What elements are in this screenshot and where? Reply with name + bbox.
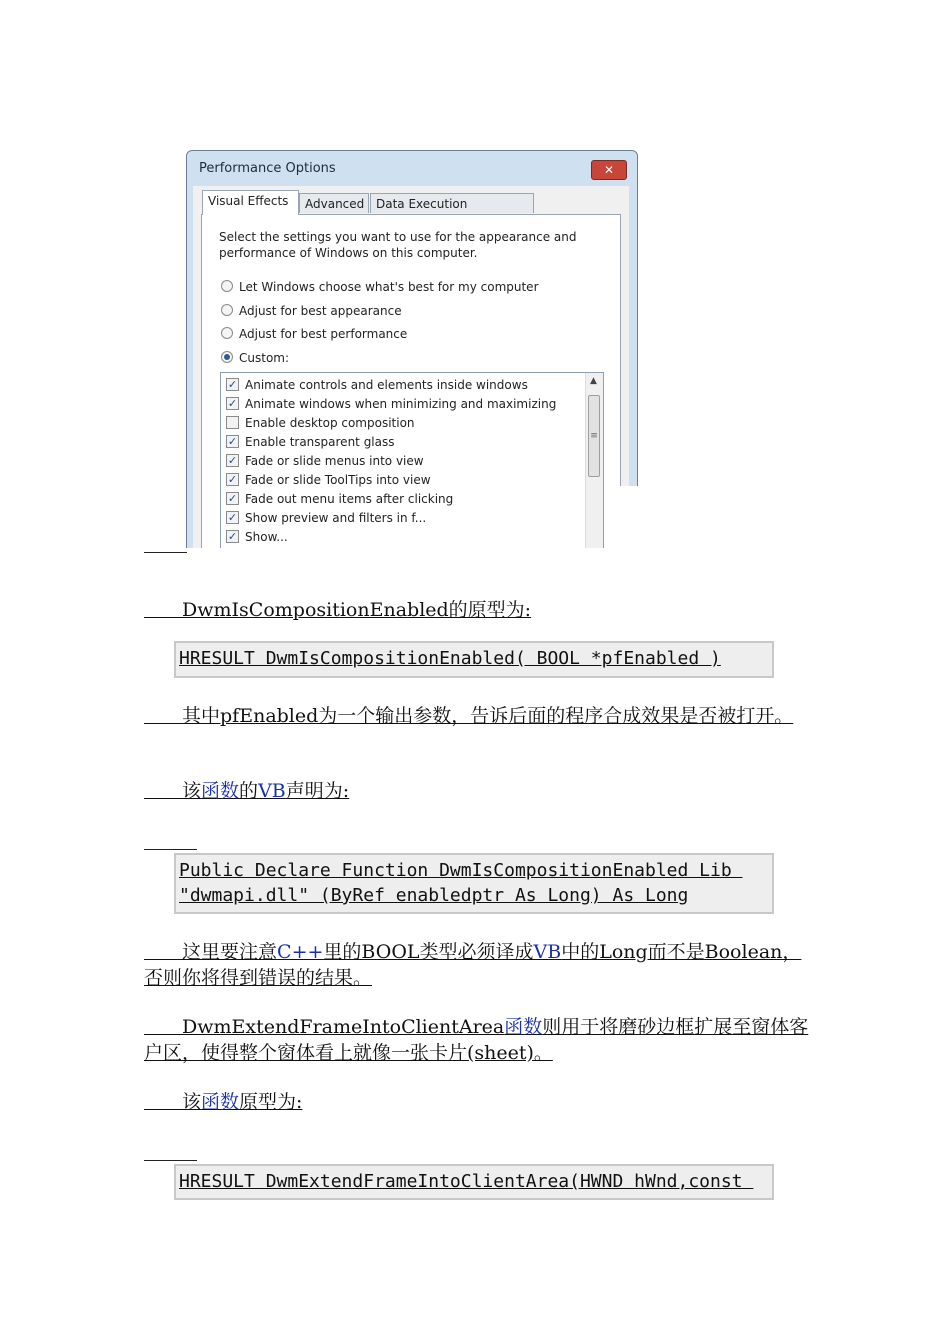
- underline-stub: [144, 849, 197, 850]
- text-p4c: 中的Long而不是Boolean，否则你将得到错误的结果。: [144, 941, 802, 989]
- link-cpp[interactable]: C++: [277, 941, 324, 963]
- tab-data-execution-prevention[interactable]: Data Execution: [370, 193, 534, 213]
- code-line: "dwmapi.dll" (ByRef enabledptr As Long) As Long: [179, 885, 689, 906]
- text-p5b: 则用于将磨砂边框扩展至窗体客户区，使得整个窗体看上就像一张卡片(sheet)。: [144, 1016, 809, 1064]
- checkbox-checked-icon: ✓: [227, 435, 238, 448]
- text-p3c: 声明为:: [285, 780, 350, 802]
- code-line: Public Declare Function DwmIsCompositionEnabled Lib: [179, 860, 743, 881]
- text-p6a: 该: [182, 1091, 202, 1113]
- checkbox-checked-icon: ✓: [227, 492, 238, 505]
- list-scrollbar[interactable]: [585, 373, 603, 548]
- link-vb[interactable]: VB: [533, 941, 562, 963]
- checkbox-checked-icon: ✓: [227, 530, 238, 543]
- paragraph-extend-frame: [144, 1014, 814, 1066]
- checkbox-checked-icon: ✓: [227, 454, 238, 467]
- paragraph-pfenabled: [144, 703, 814, 729]
- checkbox-checked-icon: ✓: [227, 473, 238, 486]
- paragraph-bool-note: [144, 939, 814, 991]
- dialog-title: Performance Options: [199, 161, 336, 176]
- code-block-3: [174, 1164, 774, 1200]
- checkbox-checked-icon: ✓: [227, 511, 238, 524]
- radio-icon: [221, 280, 233, 292]
- text-p4a: 这里要注意: [182, 941, 278, 963]
- tab-advanced[interactable]: Advanced: [299, 193, 369, 213]
- visual-effects-list[interactable]: ✓ Animate controls and elements inside windows ✓ Animate windows when minimizing and maximizing Enable desktop composition ✓ Enable transparent glass ✓ Fade or slide menus into view ✓ Fade or slide ToolTips into view ✓ Fade out menu items after clicking ✓ Show preview and filters in f... ✓ Show... ▲ ≡: [220, 372, 604, 548]
- code-block-2: [174, 853, 774, 914]
- link-function[interactable]: 函数: [201, 1091, 240, 1113]
- scroll-thumb[interactable]: ≡: [588, 395, 600, 477]
- underline-stub: [144, 1160, 197, 1161]
- link-function[interactable]: 函数: [504, 1016, 543, 1038]
- checkbox-checked-icon: ✓: [227, 378, 238, 391]
- checkbox-checked-icon: ✓: [227, 397, 238, 410]
- close-icon[interactable]: ✕: [591, 160, 627, 180]
- paragraph-prototype-intro: [144, 597, 814, 623]
- code-line: HRESULT DwmExtendFrameIntoClientArea(HWND hWnd,const: [179, 1171, 754, 1192]
- paragraph-vb-declare-intro: [144, 778, 814, 804]
- radio-selected-icon: [221, 351, 233, 363]
- text-p6b: 原型为:: [239, 1091, 303, 1113]
- tab-visual-effects[interactable]: Visual Effects: [202, 190, 299, 215]
- text-p4b: 里的BOOL类型必须译成: [323, 941, 534, 963]
- text-p3a: 该: [182, 780, 202, 802]
- performance-options-screenshot: Performance Options ✕ Visual Effects Advanced Data Execution Select the settings you want to use for the appearance and performance of Windows on this computer. Let Windows choose what's best for my computer Adjust for best appearance Adjust for best performance Custom: ✓ Animate controls and elements inside windows ✓ Animate windows when minimizing and maximizing Enable desktop composition ✓ Enable transparent glass ✓ Fade or slide menus into view ✓ Fade or slide ToolTips into view ✓ Fade out menu items after clicking ✓ Show preview and filters in f... ✓ Show... ▲ ≡: [186, 150, 638, 548]
- radio-icon: [221, 304, 233, 316]
- scroll-up-icon[interactable]: ▲: [590, 376, 597, 386]
- link-function[interactable]: 函数: [201, 780, 240, 802]
- text-p5a: DwmExtendFrameIntoClientArea: [182, 1016, 505, 1038]
- description-text: Select the settings you want to use for the appearance and performance of Windows on this computer.: [219, 230, 577, 260]
- text-p3b: 的: [239, 780, 259, 802]
- code-block-1: [174, 641, 774, 678]
- checkbox-unchecked-icon: [226, 416, 239, 429]
- text-p1: DwmIsCompositionEnabled的原型为:: [182, 599, 532, 621]
- link-vb[interactable]: VB: [258, 780, 286, 802]
- text-p2: 其中pfEnabled为一个输出参数，告诉后面的程序合成效果是否被打开。: [182, 705, 794, 727]
- radio-icon: [221, 327, 233, 339]
- paragraph-extend-prototype-intro: [144, 1089, 814, 1115]
- code-line: HRESULT DwmIsCompositionEnabled( BOOL *pfEnabled ): [179, 648, 721, 669]
- crop-mask: [605, 486, 645, 556]
- underline-stub: [144, 552, 187, 553]
